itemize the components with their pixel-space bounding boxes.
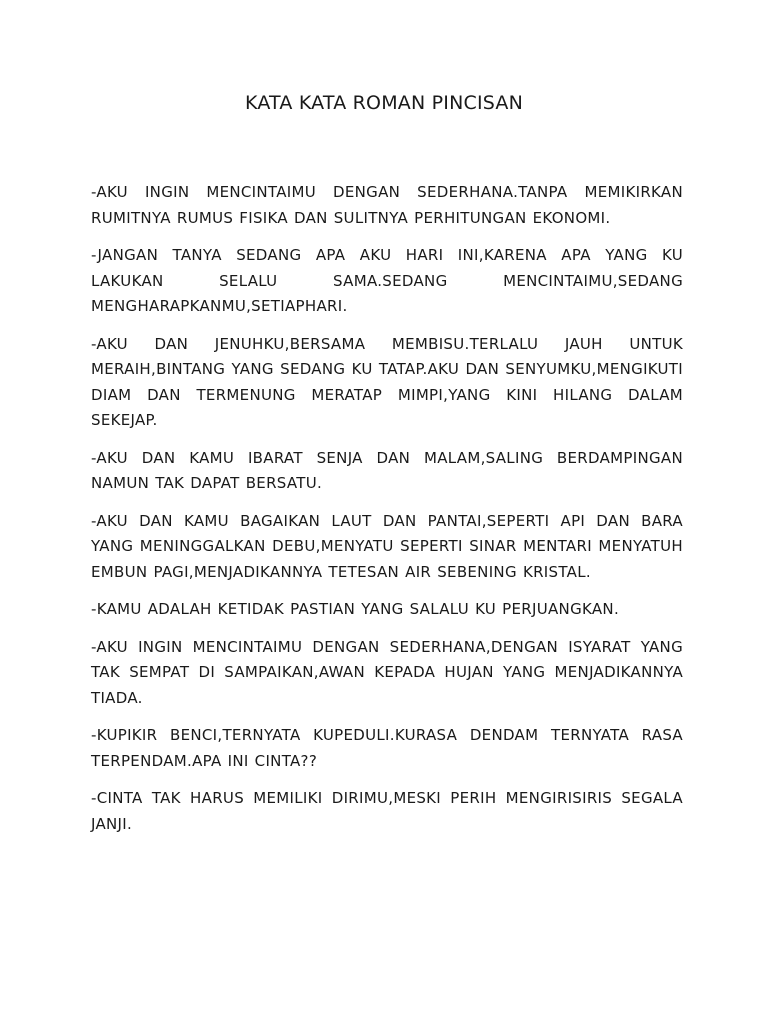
- paragraph: -CINTA TAK HARUS MEMILIKI DIRIMU,MESKI PERIH MENGIRISIRIS SEGALA JANJI.: [91, 789, 683, 833]
- paragraph: -AKU INGIN MENCINTAIMU DENGAN SEDERHANA,DENGAN ISYARAT YANG TAK SEMPAT DI SAMPAIKAN,AWAN KEPADA HUJAN YANG MENJADIKANNYA TIADA.: [91, 637, 683, 707]
- paragraph: -KUPIKIR BENCI,TERNYATA KUPEDULI.KURASA DENDAM TERNYATA RASA TERPENDAM.APA INI CINTA??: [91, 726, 683, 770]
- document-title: KATA KATA ROMAN PINCISAN: [245, 92, 523, 114]
- paragraph: -JANGAN TANYA SEDANG APA AKU HARI INI,KARENA APA YANG KU LAKUKAN SELALU SAMA.SEDANG MENCINTAIMU,SEDANG MENGHARAPKANMU,SETIAPHARI.: [91, 246, 683, 315]
- paragraph: -KAMU ADALAH KETIDAK PASTIAN YANG SALALU KU PERJUANGKAN.: [91, 600, 620, 618]
- document-body: [91, 180, 683, 849]
- paragraph: -AKU DAN KAMU IBARAT SENJA DAN MALAM,SALING BERDAMPINGAN NAMUN TAK DAPAT BERSATU.: [91, 448, 683, 492]
- paragraph: -AKU DAN KAMU BAGAIKAN LAUT DAN PANTAI,SEPERTI API DAN BARA YANG MENINGGALKAN DEBU,MENYATU SEPERTI SINAR MENTARI MENYATUH EMBUN PAGI,MENJADIKANNYA TETESAN AIR SEBENING KRISTAL.: [91, 511, 683, 581]
- paragraph: -AKU DAN JENUHKU,BERSAMA MEMBISU.TERLALU JAUH UNTUK MERAIH,BINTANG YANG SEDANG KU TATAP.AKU DAN SENYUMKU,MENGIKUTI DIAM DAN TERMENUNG MERATAP MIMPI,YANG KINI HILANG DALAM SEKEJAP.: [91, 334, 683, 429]
- paragraph: -AKU INGIN MENCINTAIMU DENGAN SEDERHANA.TANPA MEMIKIRKAN RUMITNYA RUMUS FISIKA DAN SULITNYA PERHITUNGAN EKONOMI.: [91, 183, 683, 227]
